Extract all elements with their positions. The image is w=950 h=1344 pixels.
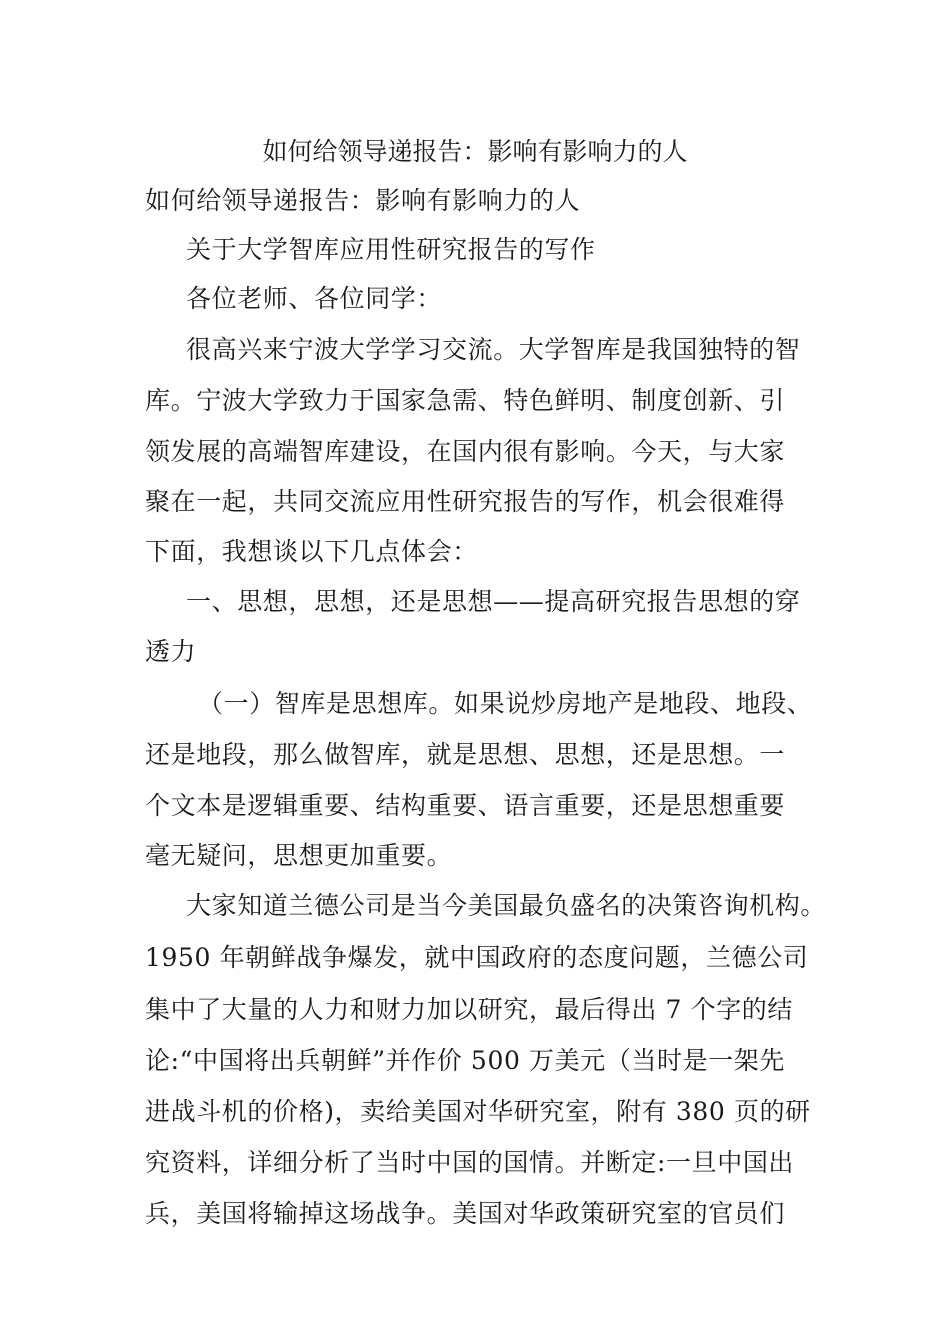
paragraph-line: 还是地段，那么做智库，就是思想、思想，还是思想。一: [145, 740, 786, 769]
paragraph-line: 聚在一起，共同交流应用性研究报告的写作，机会很难得: [145, 487, 786, 516]
section-heading-line: 透力: [145, 637, 197, 666]
section-heading-line: 一、思想，思想，还是思想——提高研究报告思想的穿: [186, 587, 801, 616]
paragraph-line: 进战斗机的价格)，卖给美国对华研究室，附有 380 页的研: [145, 1097, 811, 1126]
paragraph-line: 毫无疑问，思想更加重要。: [145, 841, 453, 870]
paragraph-line: 论:“中国将出兵朝鲜”并作价 500 万美元（当时是一架先: [145, 1046, 785, 1075]
salutation-line: 各位老师、各位同学：: [186, 284, 443, 313]
paragraph-line: 大家知道兰德公司是当今美国最负盛名的决策咨询机构。: [186, 891, 827, 920]
paragraph-line: 很高兴来宁波大学学习交流。大学智库是我国独特的智: [186, 335, 801, 364]
paragraph-line: 个文本是逻辑重要、结构重要、语言重要，还是思想重要: [145, 791, 786, 820]
heading-line: 如何给领导递报告：影响有影响力的人: [145, 186, 581, 215]
paragraph-line: 下面，我想谈以下几点体会：: [145, 537, 478, 566]
centered-title: 如何给领导递报告：影响有影响力的人: [262, 137, 688, 166]
paragraph-line: 集中了大量的人力和财力加以研究，最后得出 7 个字的结: [145, 995, 794, 1024]
paragraph-line: 兵，美国将输掉这场战争。美国对华政策研究室的官员们: [145, 1199, 786, 1228]
subtitle-line: 关于大学智库应用性研究报告的写作: [186, 235, 596, 264]
paragraph-line: 究资料，详细分析了当时中国的国情。并断定:一旦中国出: [145, 1148, 795, 1177]
paragraph-line: 领发展的高端智库建设，在国内很有影响。今天，与大家: [145, 437, 786, 466]
paragraph-line: 库。宁波大学致力于国家急需、特色鲜明、制度创新、引: [145, 386, 786, 415]
paragraph-line: 1950 年朝鲜战争爆发，就中国政府的态度问题，兰德公司: [145, 943, 809, 972]
paragraph-line: （一）智库是思想库。如果说炒房地产是地段、地段、: [198, 689, 813, 718]
